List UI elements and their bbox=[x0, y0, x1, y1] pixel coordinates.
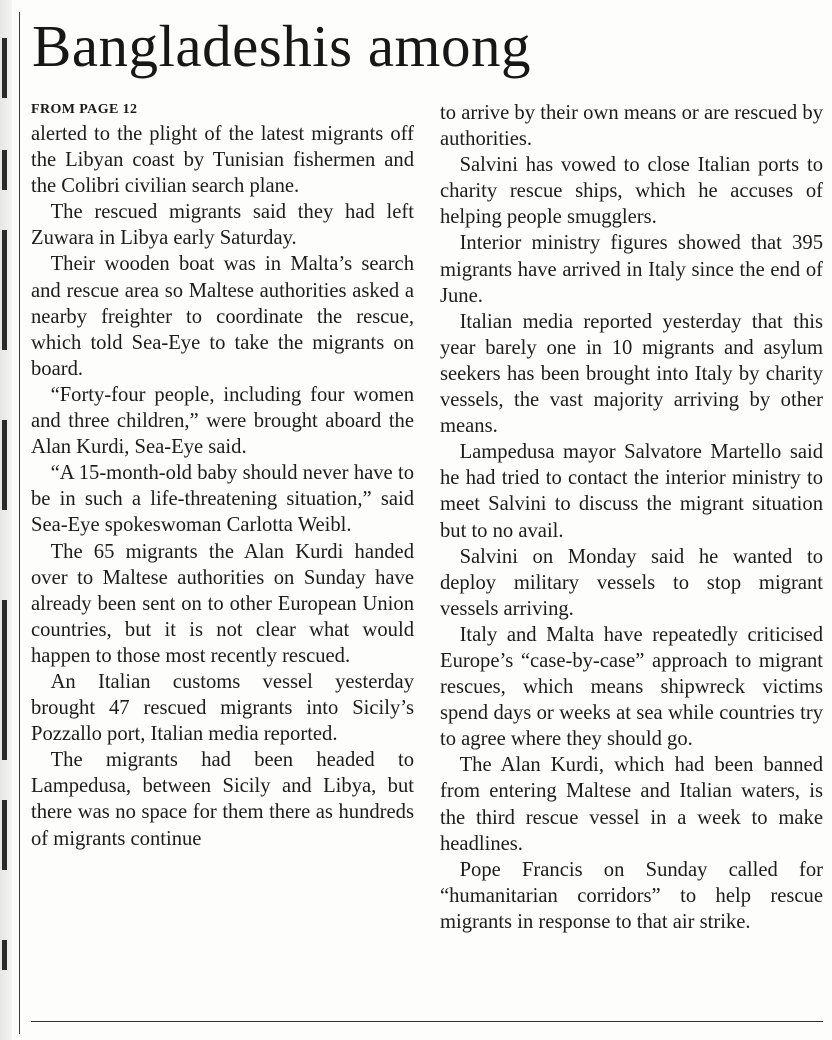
edge-mark bbox=[2, 800, 7, 870]
paragraph: The migrants had been headed to Lampedusa, between Sicily and Libya, but there was no space for them there as hundreds of migrants continue bbox=[31, 749, 414, 850]
paragraph: Their wooden boat was in Malta’s search and rescue area so Maltese authorities asked a nearby freighter to coordinate the rescue, which told Sea-Eye to take the migrants on board. bbox=[31, 253, 414, 380]
article-headline: Bangladeshis among bbox=[32, 13, 531, 79]
edge-mark bbox=[2, 150, 7, 190]
edge-mark bbox=[2, 38, 7, 98]
paragraph: The Alan Kurdi, which had been banned from entering Maltese and Italian waters, is the third rescue vessel in a week to make headlines. bbox=[440, 754, 823, 855]
edge-mark bbox=[2, 420, 7, 510]
edge-mark bbox=[2, 940, 7, 970]
paragraph: “A 15-month-old baby should never have to be in such a life-threatening situation,” said Sea-Eye spokeswoman Carlotta Weibl. bbox=[31, 462, 414, 537]
adjacent-page-edge bbox=[0, 0, 12, 1040]
paragraph: to arrive by their own means or are rescued by authorities. bbox=[440, 102, 823, 151]
edge-mark bbox=[2, 230, 7, 350]
paragraph: The rescued migrants said they had left Zuwara in Libya early Saturday. bbox=[31, 201, 414, 250]
paragraph: Lampedusa mayor Salvatore Martello said he had tried to contact the interior ministry to meet Salvini to discuss the migrant situation but to no avail. bbox=[440, 441, 823, 542]
paragraph: “Forty-four people, including four women and three children,” were brought aboard the Alan Kurdi, Sea-Eye said. bbox=[31, 383, 414, 459]
paragraph: Pope Francis on Sunday called for “humanitarian corridors” to help rescue migrants in response to that air strike. bbox=[440, 858, 823, 933]
article-column-left bbox=[31, 100, 414, 852]
column-rule-left bbox=[19, 12, 20, 1034]
paragraph: Italian media reported yesterday that this year barely one in 10 migrants and asylum seekers has been brought into Italy by charity vessels, the vast majority arriving by other means. bbox=[440, 310, 823, 438]
edge-mark bbox=[2, 600, 7, 760]
paragraph: Italy and Malta have repeatedly criticised Europe’s “case-by-case” approach to migrant rescues, which means shipwreck victims spend days or weeks at sea while countries try to agree where they should go. bbox=[440, 623, 823, 751]
paragraph: Interior ministry figures showed that 395 migrants have arrived in Italy since the end of June. bbox=[440, 232, 823, 307]
paragraph: alerted to the plight of the latest migrants off the Libyan coast by Tunisian fishermen and the Colibri civilian search plane. bbox=[31, 123, 414, 198]
paragraph: An Italian customs vessel yesterday brought 47 rescued migrants into Sicily’s Pozzallo port, Italian media reported. bbox=[31, 670, 414, 746]
continued-from-label: FROM PAGE 12 bbox=[31, 102, 138, 117]
paragraph: Salvini on Monday said he wanted to deploy military vessels to stop migrant vessels arriving. bbox=[440, 545, 823, 620]
bottom-rule bbox=[31, 1021, 823, 1022]
paragraph: Salvini has vowed to close Italian ports to charity rescue ships, which he accuses of helping people smugglers. bbox=[440, 154, 823, 229]
paragraph: The 65 migrants the Alan Kurdi handed over to Maltese authorities on Sunday have already been sent on to other European Union countries, but it is not clear what would happen to those most recently rescued. bbox=[31, 540, 414, 667]
article-column-right bbox=[440, 100, 823, 935]
